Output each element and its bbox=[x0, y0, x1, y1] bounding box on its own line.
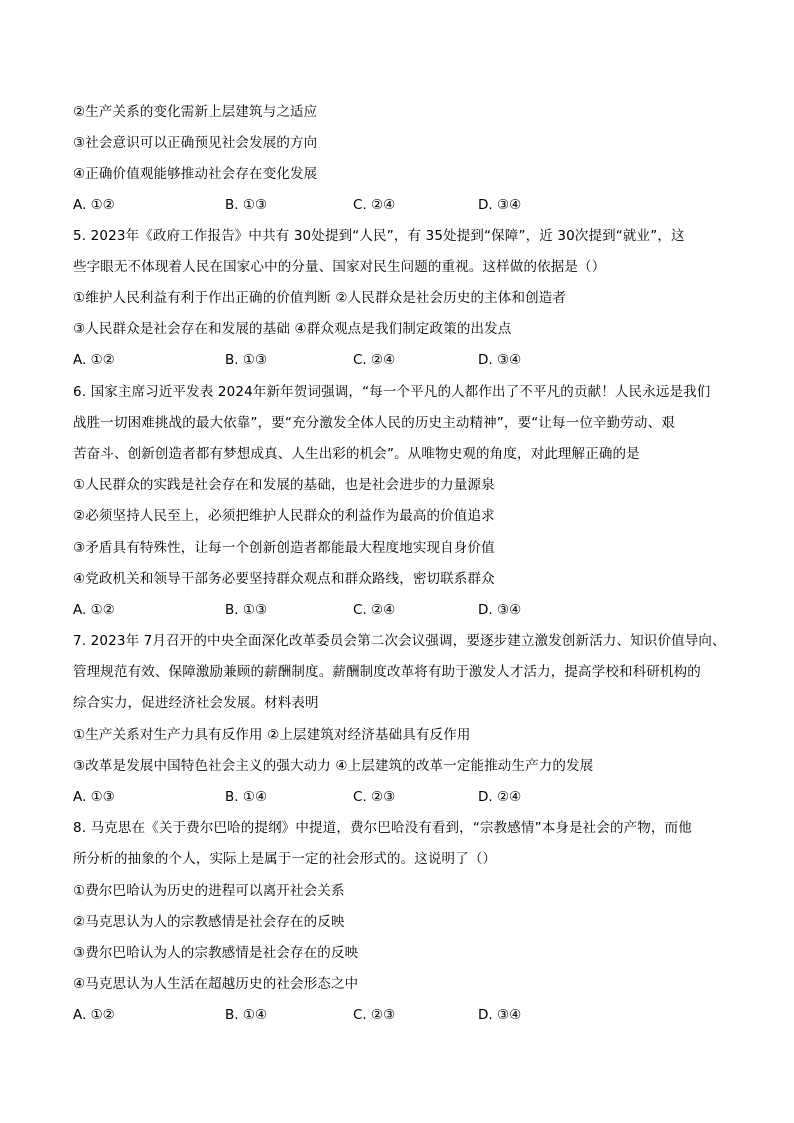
q8-item-4: ④马克思认为人生活在超越历史的社会形态之中 bbox=[73, 976, 359, 992]
q6-option-d: D. ③④ bbox=[478, 602, 522, 618]
q4-option-c: C. ②④ bbox=[353, 197, 396, 213]
q4-item-2: ②生产关系的变化需新上层建筑与之适应 bbox=[73, 104, 318, 120]
q6-option-c: C. ②④ bbox=[353, 602, 396, 618]
q6-option-b: B. ①③ bbox=[225, 602, 268, 618]
q4-item-3: ③社会意识可以正确预见社会发展的方向 bbox=[73, 135, 318, 151]
q5-option-b: B. ①③ bbox=[225, 352, 268, 368]
q7-option-d: D. ②④ bbox=[478, 789, 522, 805]
q7-option-a: A. ①③ bbox=[73, 789, 115, 805]
q6-item-1: ①人民群众的实践是社会存在和发展的基础，也是社会进步的力量源泉 bbox=[73, 477, 495, 493]
q8-option-d: D. ③④ bbox=[478, 1007, 522, 1023]
q8-options bbox=[73, 1006, 733, 1024]
q6-item-2: ②必须坚持人民至上，必须把维护人民群众的利益作为最高的价值追求 bbox=[73, 508, 495, 524]
q7-options bbox=[73, 788, 733, 806]
q5-option-a: A. ①② bbox=[73, 352, 115, 368]
q8-option-c: C. ②③ bbox=[353, 1007, 396, 1023]
q4-options bbox=[73, 196, 733, 214]
q8-option-a: A. ①② bbox=[73, 1007, 115, 1023]
q7-items-line-2: ③改革是发展中国特色社会主义的强大动力 ④上层建筑的改革一定能推动生产力的发展 bbox=[73, 758, 594, 774]
q8-stem-line-1: 8. 马克思在《关于费尔巴哈的提纲》中提道，费尔巴哈没有看到，“宗教感情”本身是社会的产物，而他 bbox=[73, 820, 692, 836]
q4-option-d: D. ③④ bbox=[478, 197, 522, 213]
q4-option-b: B. ①③ bbox=[225, 197, 268, 213]
q5-option-d: D. ③④ bbox=[478, 352, 522, 368]
q6-option-a: A. ①② bbox=[73, 602, 115, 618]
q7-stem-line-1: 7. 2023年 7月召开的中央全面深化改革委员会第二次会议强调，要逐步建立激发创新活力、知识价值导向、 bbox=[73, 633, 726, 649]
q6-item-3: ③矛盾具有特殊性，让每一个创新创造者都能最大程度地实现自身价值 bbox=[73, 540, 495, 556]
q6-stem-line-1: 6. 国家主席习近平发表 2024年新年贺词强调，“每一个平凡的人都作出了不平凡的贡献！人民永远是我们 bbox=[73, 384, 711, 400]
q7-stem-line-3: 综合实力，促进经济社会发展。材料表明 bbox=[73, 695, 319, 711]
q8-option-b: B. ①④ bbox=[225, 1007, 268, 1023]
q5-stem-line-2: 些字眼无不体现着人民在国家心中的分量、国家对民生问题的重视。这样做的依据是（） bbox=[73, 259, 606, 275]
q8-item-1: ①费尔巴哈认为历史的进程可以离开社会关系 bbox=[73, 883, 345, 899]
q5-stem-line-1: 5. 2023年《政府工作报告》中共有 30处提到“人民”，有 35处提到“保障”，近 30次提到“就业”，这 bbox=[73, 228, 685, 244]
q5-items-line-1: ①维护人民利益有利于作出正确的价值判断 ②人民群众是社会历史的主体和创造者 bbox=[73, 290, 567, 306]
q7-option-c: C. ②③ bbox=[353, 789, 396, 805]
q7-stem-line-2: 管理规范有效、保障激励兼顾的薪酬制度。薪酬制度改革将有助于激发人才活力，提高学校和科研机构的 bbox=[73, 664, 701, 680]
q4-option-a: A. ①② bbox=[73, 197, 115, 213]
q6-item-4: ④党政机关和领导干部务必要坚持群众观点和群众路线，密切联系群众 bbox=[73, 571, 495, 587]
q6-options bbox=[73, 601, 733, 619]
q4-item-4: ④正确价值观能够推动社会存在变化发展 bbox=[73, 166, 318, 182]
q7-option-b: B. ①④ bbox=[225, 789, 268, 805]
q8-item-2: ②马克思认为人的宗教感情是社会存在的反映 bbox=[73, 914, 345, 930]
q7-items-line-1: ①生产关系对生产力具有反作用 ②上层建筑对经济基础具有反作用 bbox=[73, 727, 471, 743]
q8-stem-line-2: 所分析的抽象的个人，实际上是属于一定的社会形式的。这说明了（） bbox=[73, 851, 497, 867]
q8-item-3: ③费尔巴哈认为人的宗教感情是社会存在的反映 bbox=[73, 945, 359, 961]
q6-stem-line-3: 苦奋斗、创新创造者都有梦想成真、人生出彩的机会”。从唯物史观的角度，对此理解正确的是 bbox=[73, 446, 640, 462]
q5-option-c: C. ②④ bbox=[353, 352, 396, 368]
q5-options bbox=[73, 351, 733, 369]
q6-stem-line-2: 战胜一切困难挑战的最大依靠”，要“充分激发全体人民的历史主动精神”，要“让每一位辛勤劳动、艰 bbox=[73, 415, 675, 431]
q5-items-line-2: ③人民群众是社会存在和发展的基础 ④群众观点是我们制定政策的出发点 bbox=[73, 321, 512, 337]
